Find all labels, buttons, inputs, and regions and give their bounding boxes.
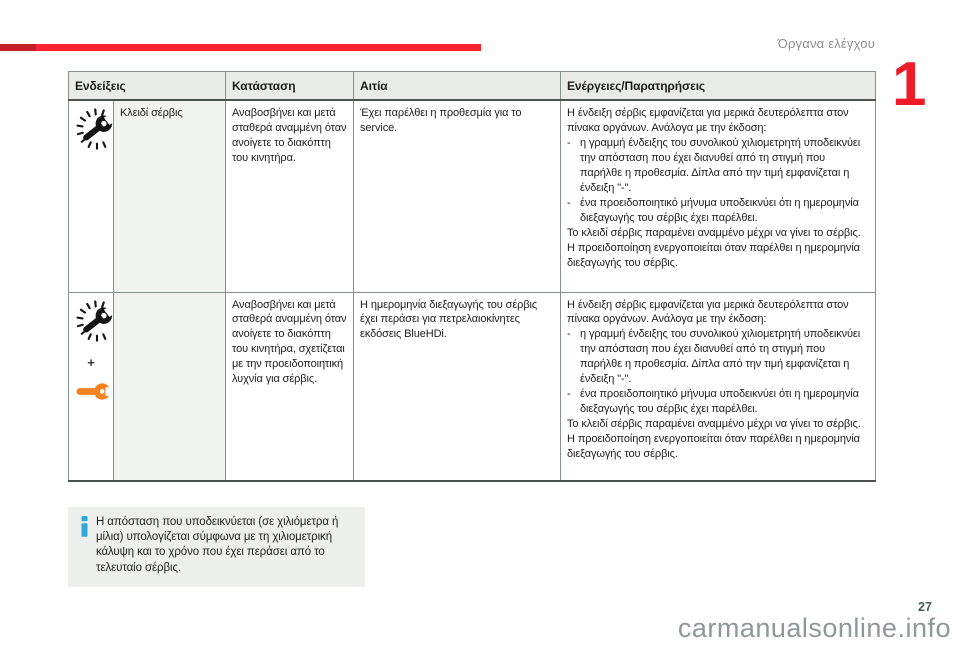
actions-cell (561, 292, 876, 481)
actions-note-line: Η προειδοποίηση ενεργοποιείται όταν παρέλθει η ημερομηνία διεξαγωγής του σέρβις. (567, 433, 860, 461)
table-row-service-wrench-bluehdi (69, 292, 876, 481)
indicator-label: Κλειδί σέρβις (114, 100, 226, 292)
col-header-actions: Ενέργειες/Παρατηρήσεις (561, 72, 876, 101)
actions-intro: Η ένδειξη σέρβις εμφανίζεται για μερικά δευτερόλεπτα στον πίνακα οργάνων. Ανάλογα με την έκδοση: (567, 298, 849, 326)
actions-cell (561, 100, 876, 292)
actions-bullet (567, 136, 869, 196)
service-wrench-flashing-icon (75, 298, 114, 344)
state-text: Αναβοσβήνει και μετά σταθερά αναμμένη όταν ανοίγετε το διακόπτη του κινητήρα, σχετίζεται με την προειδοποιητική λυχνία για σέρβις. (226, 292, 354, 481)
red-accent-bar-dark-segment (0, 44, 36, 51)
bullet-dash: - (567, 136, 571, 149)
col-header-cause: Αιτία (354, 72, 561, 101)
page-number: 27 (918, 600, 932, 614)
info-icon (81, 516, 88, 537)
warning-indicators-table (68, 71, 876, 482)
state-text: Αναβοσβήνει και μετά σταθερά αναμμένη όταν ανοίγετε το διακόπτη του κινητήρα. (226, 100, 354, 292)
plus-sign: + (87, 355, 95, 371)
indicator-label (114, 292, 226, 481)
red-accent-bar (0, 44, 481, 51)
bullet-text: η γραμμή ένδειξης του συνολικού χιλιομετρητή υποδεικνύει την απόσταση που έχει διανυθεί από τη στιγμή που παρήλθε η προθεσμία. Δίπλα από την τιμή εμφανίζεται η ένδειξη "-". (580, 328, 861, 386)
col-header-state: Κατάσταση (226, 72, 354, 101)
bullet-text: η γραμμή ένδειξης του συνολικού χιλιομετρητή υποδεικνύει την απόσταση που έχει διανυθεί από τη στιγμή που παρήλθε η προθεσμία. Δίπλα από την τιμή εμφανίζεται η ένδειξη "-". (580, 136, 861, 194)
running-header-title: Όργανα ελέγχου (777, 36, 875, 51)
bullet-dash: - (567, 328, 571, 341)
cause-text: Έχει παρέλθει η προθεσμία για το service. (354, 100, 561, 292)
info-note-box (68, 507, 365, 587)
actions-note-line: Το κλειδί σέρβις παραμένει αναμμένο μέχρι να γίνει το σέρβις. (567, 226, 861, 239)
chapter-number: 1 (892, 50, 927, 119)
info-note-text: Η απόσταση που υποδεικνύεται (σε χιλιόμετρα ή μίλια) υπολογίζεται σύμφωνα με τη χιλιομετρική κάλυψη και το χρόνο που έχει περάσει από το τελευταίο σέρβις. (96, 516, 339, 574)
bullet-text: ένα προειδοποιητικό μήνυμα υποδεικνύει ότι η ημερομηνία διεξαγωγής του σέρβις έχει παρέλθει. (580, 388, 859, 416)
col-header-indications: Ενδείξεις (69, 72, 226, 101)
service-wrench-flashing-icon (75, 106, 114, 152)
table-row-service-wrench (69, 100, 876, 292)
cause-text: Η ημερομηνία διεξαγωγής του σέρβις έχει περάσει για πετρελαιοκίνητες εκδόσεις BlueHDi. (354, 292, 561, 481)
watermark-link[interactable]: carmanualsonline.info (677, 613, 951, 643)
actions-bullet (567, 196, 869, 226)
actions-intro: Η ένδειξη σέρβις εμφανίζεται για μερικά δευτερόλεπτα στον πίνακα οργάνων. Ανάλογα με την έκδοση: (567, 107, 849, 134)
service-wrench-orange-icon (75, 381, 114, 402)
bullet-dash: - (567, 388, 571, 401)
indicator-icon-cell (69, 292, 114, 481)
actions-note-line: Το κλειδί σέρβις παραμένει αναμμένο μέχρι να γίνει το σέρβις. (567, 418, 861, 431)
actions-note-line: Η προειδοποίηση ενεργοποιείται όταν παρέλθει η ημερομηνία διεξαγωγής του σέρβις. (567, 241, 860, 269)
actions-bullet (567, 327, 869, 387)
bullet-text: ένα προειδοποιητικό μήνυμα υποδεικνύει ότι η ημερομηνία διεξαγωγής του σέρβις έχει παρέλθει. (580, 196, 859, 224)
actions-bullet (567, 387, 869, 417)
bullet-dash: - (567, 196, 571, 209)
indicator-icon-cell (69, 100, 114, 292)
table-header-row (69, 72, 876, 101)
